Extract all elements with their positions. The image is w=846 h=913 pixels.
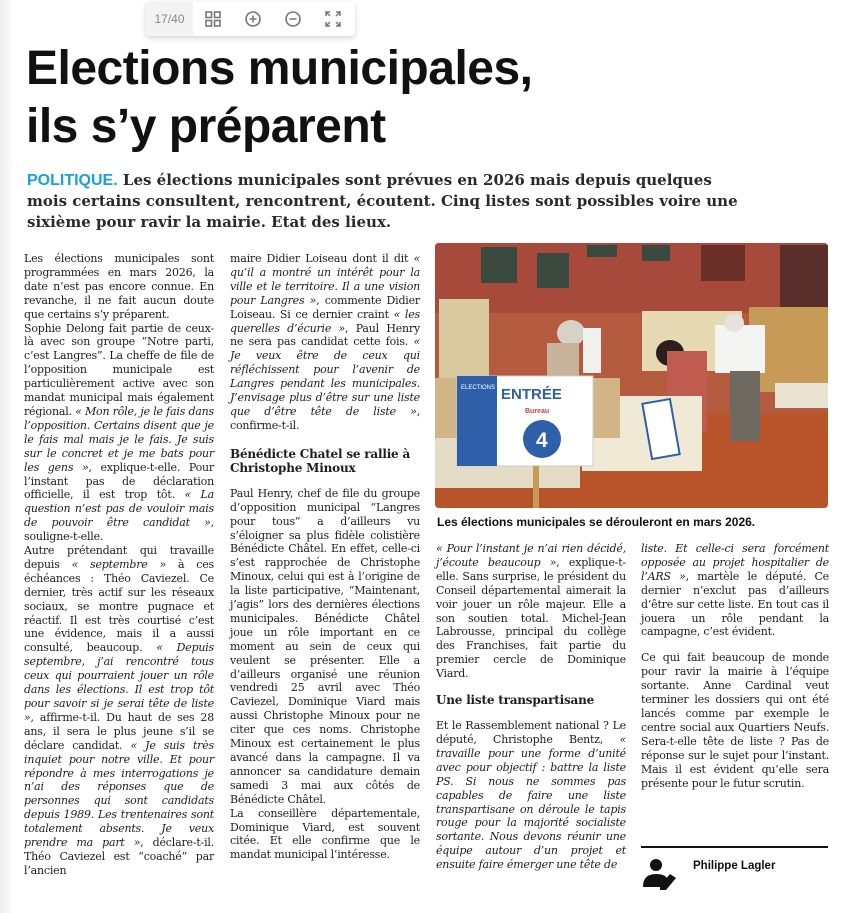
grid-view-button[interactable] (193, 2, 233, 36)
article-photo (435, 243, 828, 508)
paragraph: Ce qui fait beaucoup de monde pour ravir la mairie à l’équipe sortante. Anne Cardinal veut terminer les dossiers qui ont été lancés comme par exemple le centre social aux Quartiers Neufs. Sera-t-elle tête de liste ? Pas de réponse sur le sujet pour l’instant. Mais il est évident qu’elle sera présente pour le futur scrutin. (641, 651, 829, 790)
quote: « les querelles d’écurie » (230, 307, 420, 335)
sign-number: 4 (536, 429, 548, 452)
quote: « qu’il a montré un intérêt pour la ville et le territoire. Il a une vision pour Langres » (230, 252, 420, 307)
article-lede (27, 170, 757, 233)
zoom-in-button[interactable] (233, 2, 273, 36)
photo-caption: Les élections municipales se dérouleront en mars 2026. (437, 515, 756, 529)
author-name: Philippe Lagler (693, 860, 776, 872)
title-line-2: ils s’y préparent (26, 100, 386, 153)
viewer-toolbar (146, 2, 355, 36)
sign-brand: ELECTIONS (461, 385, 496, 391)
quote: « Je veux être de ceux qui réfléchissent pour l’avenir de Langres pendant les municipales. J’envisage plus d’être sur une liste que d’être tête de liste » (230, 335, 420, 418)
quote: « Depuis septembre, j’ai rencontré tous ceux qui pourraient jouer un rôle dans les élections. Il est trop tôt pour savoir si je serai tête de liste » (24, 641, 214, 724)
paragraph: « Pour l’instant je n’ai rien décidé, j’écoute beaucoup », explique-t-elle. Sans surprise, le président du Conseil départemental aimerait la voir jouer un rôle majeur. Elle a son soutien total. Michel-Jean Labrousse, principal du collège des Franchises, fait partie du premier cercle de Dominique Viard. (436, 542, 626, 681)
quote: « Pour l’instant je n’ai rien décidé, j’écoute beaucoup » (436, 542, 626, 569)
subheading: Une liste transpartisane (436, 693, 595, 708)
sign-subtitle: Bureau (525, 408, 550, 415)
section-kicker: POLITIQUE. (27, 172, 118, 189)
title-line-1: Elections municipales, (26, 42, 533, 95)
quote: « travaille pour une forme d’unité avec pour objectif : battre la liste PS. Si nous ne sommes pas capables de faire une liste transpartisane on déroule le tapis rouge pour la majorité socialiste sortante. Nous devons réunir une équipe autour d’un projet et ensuite faire émerger une tête de (436, 732, 626, 872)
lede-text: Les élections municipales sont prévues en 2026 mais depuis quelques mois certains consultent, rencontrent, écoutent. Cinq listes sont possibles voire une sixième pour ravir la mairie. Etat des lieux. (27, 171, 738, 231)
fullscreen-icon (324, 10, 342, 28)
column-3 (436, 542, 626, 872)
paragraph: Autre prétendant qui travaille depuis « septembre » à ces échéances : Théo Caviezel. Ce dernier, très actif sur les réseaux sociaux, se montre pugnace et réactif. Il est très courtisé c’est une évidence, mais il a aussi consulté, beaucoup. « Depuis septembre, j’ai rencontré tous ceux qui pourraient jouer un rôle dans les élections. Il est trop tôt pour savoir si je serai tête de liste », affirme-t-il. Du haut de ses 28 ans, il sera le plus jeune s’il se déclare candidat. « Je suis très inquiet pour notre ville. Et pour répondre à mes interrogations je n’ai des réponses que de personnes qui sont candidats depuis 1989. Les trentenaires sont totalement absents. Je veux prendre ma part », déclare-t-il. Théo Caviezel est “coaché” par l’ancien (24, 544, 215, 877)
quote: « La question n’est pas de vouloir mais de pouvoir être candidat » (24, 488, 214, 530)
zoom-out-button[interactable] (273, 2, 313, 36)
page-edge-shadow (0, 0, 14, 913)
paragraph: Les élections municipales sont programmées en mars 2026, la date n’est pas encore connue. En revanche, il ne fait aucun doute que certains s’y préparent. (24, 252, 214, 321)
column-4 (641, 542, 829, 790)
paragraph: Sophie Delong fait partie de ceux-là avec son groupe “Notre parti, c’est Langres”. La cheffe de file de l’opposition municipale est particulièrement active avec son mandat municipal mais également régional. « Mon rôle, je le fais dans l’opposition. Certains disent que je le fais mal mais je le fais. Je suis sur le concret et je me bats pour les gens », explique-t-elle. Pour l’instant pas de déclaration officielle, il est trop tôt. « La question n’est pas de vouloir mais de pouvoir être candidat », souligne-t-elle. (24, 321, 214, 544)
article-title (26, 40, 533, 156)
quote: « Mon rôle, je le fais dans l’opposition. Certains disent que je le fais mal mais je le fais. Je suis sur le concret et je me bats pour les gens » (24, 404, 214, 474)
paragraph: liste. Et celle-ci sera forcément opposée au projet hospitalier de l’ARS », martèle le député. Ce dernier n’exclut pas d’ailleurs d’être sur cette liste. En tout cas il jouera un rôle pendant la campagne, c’est évident. (641, 542, 829, 639)
subheading: Bénédicte Chatel se rallie à Christophe Minoux (230, 446, 411, 475)
column-1 (24, 252, 214, 878)
zoom-in-icon (244, 10, 262, 28)
paragraph: maire Didier Loiseau dont il dit « qu’il a montré un intérêt pour la ville et le territoire. Il a une vision pour Langres », commente Didier Loiseau. Si ce dernier craint « les querelles d’écurie », Paul Henry ne sera pas candidat cette fois. « Je veux être de ceux qui réfléchissent pour l’avenir de Langres pendant les municipales. J’envisage plus d’être sur une liste que d’être tête de liste », confirme-t-il. (230, 252, 420, 432)
grid-icon (204, 10, 222, 28)
column-2 (230, 252, 420, 862)
quote: « septembre » (71, 557, 167, 571)
quote: « Je suis très inquiet pour notre ville. Et pour répondre à mes interrogations je n’ai des réponses que de personnes qui sont candidats depuis 1989. Les trentenaires sont totalement absents. Je veux prendre ma part » (24, 738, 214, 850)
paragraph: Paul Henry, chef de file du groupe d’opposition municipal “Langres pour tous” a d’ailleurs vu s’éloigner sa plus fidèle colistière Bénédicte Châtel. En effet, celle-ci s’est rapprochée de Christophe Minoux, celui qui est à l’origine de la liste participative, “Maintenant, j’agis” lors des dernières élections municipales. Bénédicte Châtel joue un rôle important en ce moment au sein de ceux qui veulent se présenter. Elle a d’ailleurs organisé une réunion vendredi 25 avril avec Théo Caviezel, Dominique Viard mais aussi Christophe Minoux pour ne citer que ces noms. Christophe Minoux est certainement le plus avancé dans la campagne. Il va annoncer sa candidature demain samedi 3 mai aux côtés de Bénédicte Châtel. (230, 486, 420, 806)
zoom-out-icon (284, 10, 302, 28)
sign-title: ENTRÉE (501, 386, 562, 403)
page-indicator: 17/40 (146, 2, 193, 36)
polling-station-photo (435, 243, 828, 508)
paragraph: La conseillère départementale, Dominique Viard, est souvent citée. Et elle confirme que le mandat municipal l’intéresse. (230, 806, 420, 862)
quote: liste. Et celle-ci sera forcément opposée au projet hospitalier de l’ARS » (641, 542, 829, 583)
author-divider (641, 846, 828, 848)
author-writer-icon (640, 856, 682, 892)
fullscreen-button[interactable] (313, 2, 353, 36)
paragraph: Et le Rassemblement national ? Le député, Christophe Bentz, « travaille pour une forme d’unité avec pour objectif : battre la liste PS. Si nous ne sommes pas capables de faire une liste transpartisane on déroule le tapis rouge pour la majorité socialiste sortante. Nous devons réunir une équipe autour d’un projet et ensuite faire émerger une tête de (436, 719, 626, 872)
